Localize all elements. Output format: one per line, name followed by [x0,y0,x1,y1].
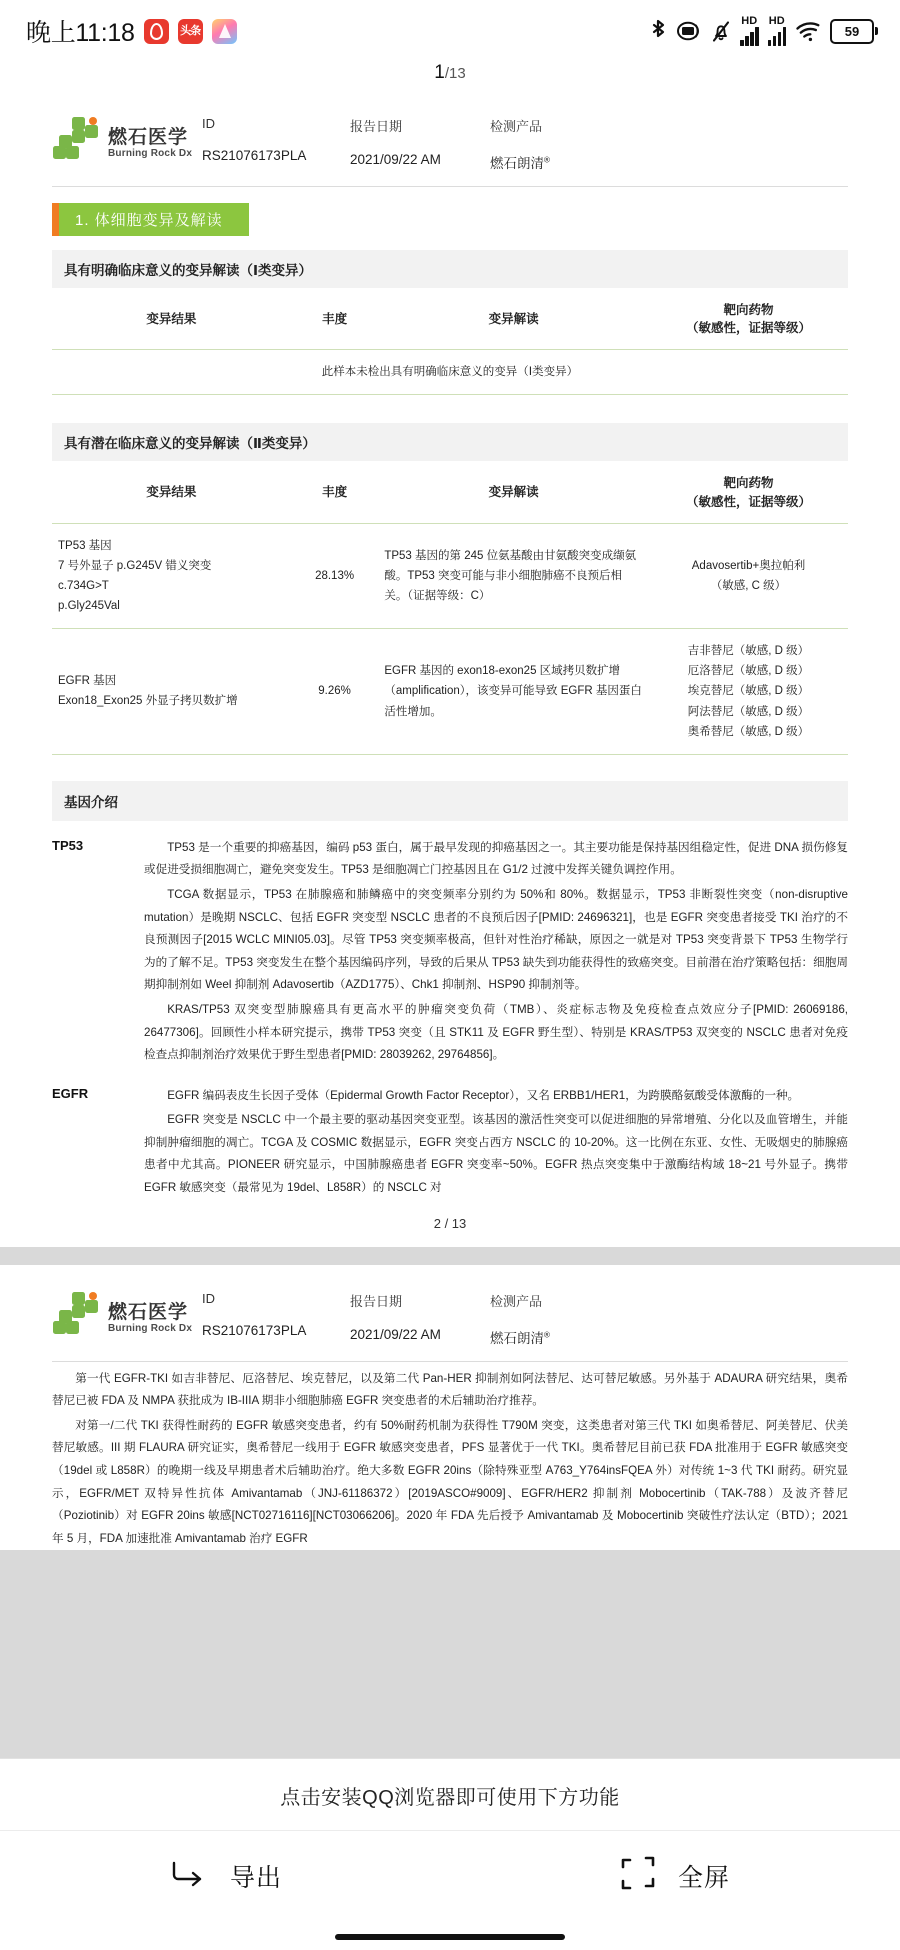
page2-paragraph: 第一代 EGFR-TKI 如吉非替尼、厄洛替尼、埃克替尼，以及第二代 Pan-HER 抑制剂如阿法替尼、达可替尼敏感。另外基于 ADAURA 研究结果，奥希替尼已被 FDA 及 NMPA 获批成为 IB-IIIA 期非小细胞肺癌 EGFR 突变患者的术后辅助治疗推荐。 [52,1371,848,1408]
meta-value-product [490,152,630,172]
drug-line: 奥希替尼（敏感, D 级） [687,725,810,738]
gene-paragraph: KRAS/TP53 双突变型肺腺癌具有更高水平的肿瘤突变负荷（TMB）、炎症标志物及免疫检查点效应分子[PMID: 26069186, 26477306]。回顾性小样本研究提示，携带 TP53 突变（且 STK11 及 EGFR 野生型）、特别是 KRAS/TP53 双突变的 NSCLC 患者对免疫检查点抑制剂治疗效果优于野生型患者[PMID: 28039262, 29764856]。 [144,1002,848,1062]
meta-value-date: 2021/09/22 AM [350,1326,441,1342]
netease-music-icon [144,19,169,44]
fullscreen-icon [620,1855,656,1896]
install-browser-promo[interactable]: 点击安装QQ浏览器即可使用下方功能 [0,1759,900,1831]
report-header [52,90,848,187]
cell-variant-result [52,523,291,629]
gene-paragraph: EGFR 编码表皮生长因子受体（Epidermal Growth Factor Receptor），又名 ERBB1/HER1，为跨膜酪氨酸受体激酶的一种。 [167,1088,800,1102]
th-variant-result: 变异结果 [52,288,291,350]
burning-rock-logo-icon [52,1291,104,1335]
page-total: 13 [449,65,466,82]
cell-targeted-drug [649,629,848,755]
meta-label-date: 报告日期 [350,119,403,134]
cell-interpretation: EGFR 基因的 exon18-exon25 区域拷贝数扩增（amplification），该变异可能导致 EGFR 基因蛋白活性增加。 [378,629,649,755]
table-header-row [52,288,848,350]
variant-table-class1 [52,288,848,395]
product-trademark: ® [544,1330,550,1340]
toutiao-icon: 头条 [178,19,203,44]
hd-signal-icon-2 [768,16,787,46]
meta-value-product [490,1327,630,1347]
drug-line: 吉非替尼（敏感, D 级） [687,645,810,658]
meta-field-date [350,1291,490,1342]
meta-label-product: 检测产品 [490,1293,543,1309]
status-time: 晚上11:18 [26,19,135,47]
export-button[interactable] [0,1831,450,1924]
cloud-gallery-icon [212,19,237,44]
th-drug-line2: （敏感性，证据等级） [685,321,811,336]
drug-line: 埃克替尼（敏感, D 级） [687,685,810,698]
subsection-title-class2: 具有潜在临床意义的变异解读（Ⅱ类变异） [52,423,848,461]
variant-line: TP53 基因 [58,539,112,552]
product-name: 燃石朗清 [490,156,544,171]
subsection-title-class1: 具有明确临床意义的变异解读（Ⅰ类变异） [52,250,848,288]
export-label: 导出 [229,1863,282,1892]
gene-name-tp53: TP53 [52,837,84,853]
meta-field-date [350,116,490,167]
gene-intro-title: 基因介绍 [52,781,848,821]
meta-value-id: RS21076173PLA [202,148,307,163]
meta-label-id: ID [202,1290,215,1306]
variant-table-class2 [52,461,848,754]
th-drug-line1: 靶向药物 [723,303,774,317]
th-variant-result: 变异结果 [52,461,291,523]
gene-body-tp53 [144,837,848,1069]
page-footer-number: 2 / 13 [433,1215,467,1231]
gene-block-tp53 [52,837,848,1069]
logo-chinese-name: 燃石医学 [108,1301,189,1323]
meta-value-id: RS21076173PLA [202,1322,307,1338]
logo-chinese-name: 燃石医学 [108,127,189,148]
th-interpretation: 变异解读 [378,288,649,350]
page2-text-body [52,1362,848,1551]
meta-field-id [202,116,350,163]
signal-bars-2 [768,26,787,46]
home-indicator[interactable] [0,1924,900,1950]
table-header-row [52,461,848,523]
brand-logo [52,116,202,160]
th-frequency: 丰度 [291,288,379,350]
th-frequency: 丰度 [291,461,379,523]
page-current: 1 [434,62,445,83]
cell-targeted-drug [649,523,848,629]
hd-signal-icon-1 [740,16,759,46]
gene-paragraph: TCGA 数据显示，TP53 在肺腺癌和肺鳞癌中的突变频率分别约为 50%和 80%。数据显示，TP53 非断裂性突变（non-disruptive mutation）是晚期 NSCLC、包括 EGFR 突变型 NSCLC 患者的不良预后因子[PMID: 24696321]，也是 EGFR 突变患者接受 TKI 治疗的不良预测因子[2015 WCLC MINI05.03]。尽管 TP53 突变频率极高，但针对性治疗稀缺，原因之一就是对 TP53 突变背景下 TP53 生物学行为的了解不足。TP53 突变发生在整个基因编码序列，导致的后果从 TP53 缺失到功能获得性的致癌突变。目前潜在治疗策略包括：细胞周期抑制剂如 Weel 抑制剂 Adavosertib（AZD1775）、Chk1 抑制剂、HSP90 抑制剂等。 [144,887,848,992]
export-icon [168,1853,208,1898]
drug-line: 阿法替尼（敏感, D 级） [687,705,810,718]
meta-field-product [490,116,630,172]
meta-field-id [202,1291,350,1338]
cell-interpretation: TP53 基因的第 245 位氨基酸由甘氨酸突变成缬氨酸。TP53 突变可能与非小细胞肺癌不良预后相关。（证据等级：C） [378,523,649,629]
variant-line: EGFR 基因 [58,675,117,688]
vpn-icon [676,20,702,42]
product-name: 燃石朗清 [490,1330,544,1346]
battery-level: 59 [844,23,860,39]
cell-variant-result [52,629,291,755]
gene-block-egfr [52,1085,848,1202]
signal-bars-1 [740,26,759,46]
product-trademark: ® [544,155,550,165]
status-bar-left [26,13,237,49]
logo-english-name: Burning Rock Dx [108,148,193,159]
burning-rock-logo-icon [52,116,104,160]
bluetooth-icon [650,19,667,43]
drug-evidence: （敏感, C 级） [710,579,787,592]
logo-english-name: Burning Rock Dx [108,1322,193,1334]
fullscreen-button[interactable] [450,1831,900,1924]
gene-body-egfr [144,1085,848,1202]
report-header [52,1265,848,1362]
report-page-2 [0,1265,900,1551]
gene-name-egfr: EGFR [52,1085,89,1101]
page-separator-gap [0,1247,900,1265]
fullscreen-label: 全屏 [677,1863,730,1892]
gene-introduction-section [52,781,848,1202]
table-row [52,523,848,629]
page-separator: / [444,65,450,82]
variant-line: Exon18_Exon25 外显子拷贝数扩增 [58,695,238,708]
meta-field-product [490,1291,630,1347]
brand-logo [52,1291,202,1335]
th-drug-line2: （敏感性，证据等级） [685,494,811,509]
hd-label-1: HD [741,15,758,27]
table-row-empty [52,350,848,395]
bottom-toolbar [0,1759,900,1950]
table-row [52,629,848,755]
th-targeted-drug [649,288,848,350]
cell-frequency: 28.13% [291,523,379,629]
report-page-1 [0,90,900,1247]
meta-label-product: 检测产品 [490,119,543,134]
battery-icon [830,19,874,44]
wifi-icon [795,20,821,42]
meta-value-date: 2021/09/22 AM [350,152,441,167]
toolbar-actions [0,1831,900,1924]
gene-paragraph: EGFR 突变是 NSCLC 中一个最主要的驱动基因突变亚型。该基因的激活性突变可以促进细胞的异常增殖、分化以及血管增生，并能抑制肿瘤细胞的凋亡。TCGA 及 COSMIC 数据显示，EGFR 突变占西方 NSCLC 的 10-20%。这一比例在东亚、女性、无吸烟史的肺腺癌患者中尤其高。PIONEER 研究显示，中国肺腺癌患者 EGFR 突变率~50%。EGFR 热点突变集中于激酶结构域 18~21 号外显子。携带 EGFR 敏感突变（最常见为 19del、L858R）的 NSCLC 对 [144,1113,848,1195]
status-bar-right [650,16,874,46]
page2-paragraph: 对第一/二代 TKI 获得性耐药的 EGFR 敏感突变患者，约有 50%耐药机制为获得性 T790M 突变，这类患者对第三代 TKI 如奥希替尼、阿美替尼、伏美替尼敏感。III 期 FLAURA 研究证实，奥希替尼一线用于 EGFR 敏感突变患者，PFS 显著优于一代 TKI。奥希替尼目前已获 FDA 批准用于 EGFR 敏感突变（19del 或 L858R）的晚期一线及早期患者术后辅助治疗。绝大多数 EGFR 20ins（除特殊亚型 A763_Y764insFQEA 外）对传统 1~3 代 TKI 耐药。研究显示，EGFR/MET 双特异性抗体 Amivantamab（JNJ-61186372）[2019ASCO#9009]、EGFR/HER2 抑制剂 Mobocertinib（TAK-788）及波齐替尼（Poziotinib）对 EGFR 20ins 敏感[NCT02716116][NCT03066206]。2020 年 FDA 先后授予 Amivantamab 及 Mobocertinib 突破性疗法认定（BTD）；2021 年 5 月，FDA 加速批准 Amivantamab 治疗 EGFR [52,1418,848,1545]
drug-line: 厄洛替尼（敏感, D 级） [687,665,810,678]
document-scroll-area[interactable] [0,90,900,1950]
th-interpretation: 变异解读 [378,461,649,523]
variant-line: 7 号外显子 p.G245V 错义突变 [58,559,212,572]
mute-bell-icon [711,20,731,43]
status-bar [0,0,900,62]
drug-line: Adavosertib+奥拉帕利 [691,559,806,572]
gene-paragraph: TP53 是一个重要的抑癌基因，编码 p53 蛋白，属于最早发现的抑癌基因之一。其主要功能是保持基因组稳定性，促进 DNA 损伤修复或促进受损细胞凋亡，避免突变发生。TP53 是细胞凋亡门控基因且在 G1/2 过渡中发挥关键负调控作用。 [144,840,848,877]
variant-line: p.Gly245Val [58,600,120,612]
hd-label-2: HD [768,15,785,27]
cell-frequency: 9.26% [291,629,379,755]
th-drug-line1: 靶向药物 [723,476,774,491]
variant-line: c.734G>T [58,579,109,592]
empty-message: 此样本未检出具有明确临床意义的变异（Ⅰ类变异） [52,350,848,395]
section-banner-somatic: 1. 体细胞变异及解读 [52,203,249,236]
th-targeted-drug [649,461,848,523]
meta-label-id: ID [202,116,215,131]
meta-label-date: 报告日期 [350,1293,403,1309]
